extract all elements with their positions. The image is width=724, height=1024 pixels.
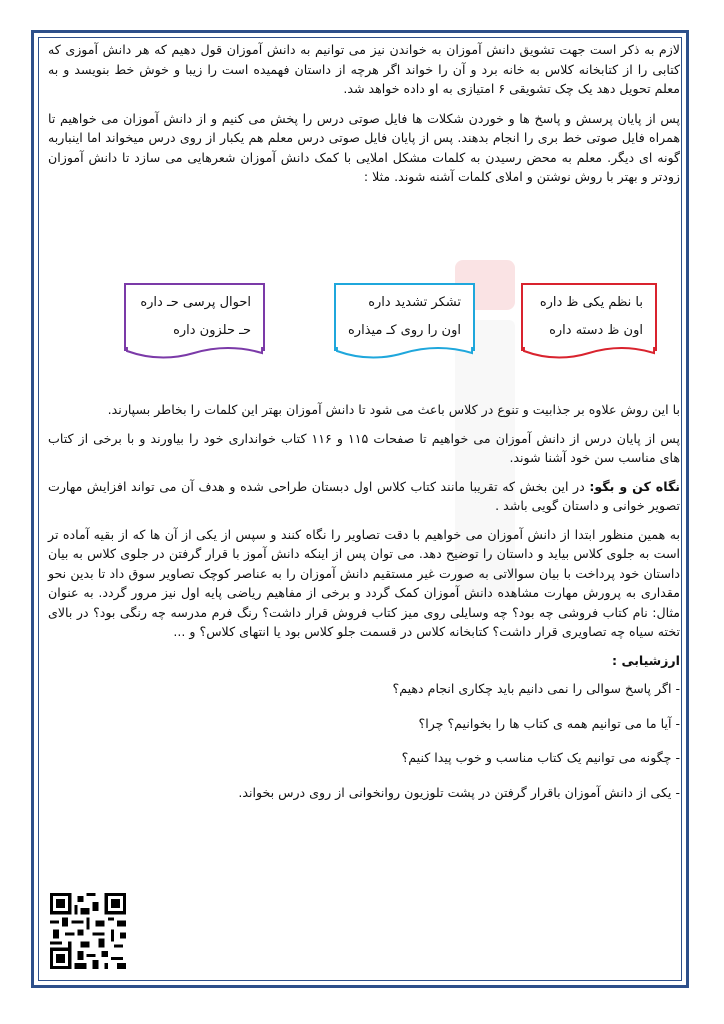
intro-paragraph-2: پس از پایان پرسش و پاسخ ها و خوردن شکلات ها فایل صوتی درس را پخش می کنیم و از دانش آموزان می خواهیم تا همراه فایل صوتی خط بری را انجام بدهند. پس از پایان فایل صوتی درس معلم هم یکبار از روی درس میخواند اما اینباربه گونه ای دیگر. معلم به محض رسیدن به کلمات مشکل املایی با کمک دانش آموزان شعرهایی می سازد تا دانش آموزان زودتر و بهتر با روش نوشتن و املای کلمات آشنه شوند. مثلا : bbox=[48, 110, 680, 184]
poem-blue-line-1: تشکر تشدید داره bbox=[368, 295, 461, 310]
evaluation-item-3: - چگونه می توانیم یک کتاب مناسب و خوب پیدا کنیم؟ bbox=[401, 750, 680, 765]
poem-red-line-2: اون ظ دسته داره bbox=[549, 323, 643, 338]
wave-border-purple bbox=[126, 347, 263, 361]
body-paragraph-5 bbox=[48, 477, 680, 516]
poem-red-line-1: با نظم یکی ظ داره bbox=[539, 295, 643, 310]
intro-section bbox=[48, 40, 680, 197]
look-and-say-heading: نگاه کن و بگو: bbox=[589, 478, 680, 494]
body-paragraph-6: به همین منظور ابتدا از دانش آموزان می خواهیم با دقت تصاویر را نگاه کنند و سپس از یکی از آن ها که از بقیه آماده تر است به جلوی کلاس بیاید و داستان را توضیح دهد. می توان پس از اینکه دانش آموز با قرار گرفتن در جلوی کلاس به بیان داستان خود پرداخت با بیان سوالاتی به صورت غیر مستقیم دانش آموزان را به عناصر کوچک تصاویر سوق داد تا بدین نحو مقداری به پرورش مهارت مشاهده دانش آموزان کمک گردد و برخی از مفاهیم ریاضی پایه اول نیز مرور گردد. به عنوان مثال: نام کتاب فروشی چه بود؟ چه وسایلی روی میز کتاب فروش قرار داشت؟ رنگ فرم مدرسه چه رنگی بود؟ در بالای تخته سیاه چه تصاویری قرار داشت؟ کتابخانه کلاس در قسمت جلو کلاس بود یا انتهای کلاس؟ و ... bbox=[48, 526, 680, 639]
qr-code-icon[interactable] bbox=[50, 893, 126, 969]
body-paragraph-4: پس از پایان درس از دانش آموزان می خواهیم تا صفحات ۱۱۵ و ۱۱۶ کتاب خوانداری خود را بیاورند و با برخی از کتاب های مناسب سن خود آشنا شوند. bbox=[48, 430, 680, 465]
evaluation-item-1: - اگر پاسخ سوالی را نمی دانیم باید چکاری انجام دهیم؟ bbox=[392, 681, 680, 696]
poem-box-red bbox=[521, 283, 657, 351]
poem-box-purple bbox=[124, 283, 265, 351]
wave-border-blue bbox=[336, 347, 473, 361]
poem-box-blue bbox=[334, 283, 475, 351]
evaluation-item-2: - آیا ما می توانیم همه ی کتاب ها را بخوانیم؟ چرا؟ bbox=[418, 715, 680, 731]
wave-border-red bbox=[523, 347, 655, 361]
evaluation-item-4: - یکی از دانش آموزان باقرار گرفتن در پشت تلوزیون روانخوانی از روی درس بخواند. bbox=[238, 784, 680, 800]
evaluation-heading: ارزشیابی : bbox=[612, 652, 680, 668]
look-and-say-text: در این بخش که تقریبا مانند کتاب کلاس اول دبستان طراحی شده و هدف آن می تواند افزایش مهارت تصویر خوانی و داستان گویی باشد . bbox=[48, 478, 680, 513]
poem-purple-line-1: احوال پرسی حـ داره bbox=[140, 295, 251, 310]
evaluation-list bbox=[48, 679, 680, 802]
poem-boxes bbox=[0, 283, 724, 363]
body-section bbox=[48, 400, 680, 817]
poem-blue-line-2: اون را روی کـ میذاره bbox=[348, 323, 461, 338]
intro-paragraph-1: لازم به ذکر است جهت تشویق دانش آموزان به خواندن نیز می توانیم به دانش آموزان قول دهیم که هر دانش آموزی که کتابی را از کتابخانه کلاس به خانه برد و آن را خواند اگر هرچه از داستان فهمیده است را زیبا و خوش خط بنویسد و به معلم تحویل دهد یک چک تشویقی ۶ امتیازی به او داده خواهد شد. bbox=[48, 42, 680, 96]
poem-purple-line-2: حـ حلزون داره bbox=[173, 323, 251, 338]
body-paragraph-3: با این روش علاوه بر جذابیت و تنوع در کلاس باعث می شود تا دانش آموزان بهتر این کلمات را بخاطر بسپارند. bbox=[107, 402, 680, 417]
